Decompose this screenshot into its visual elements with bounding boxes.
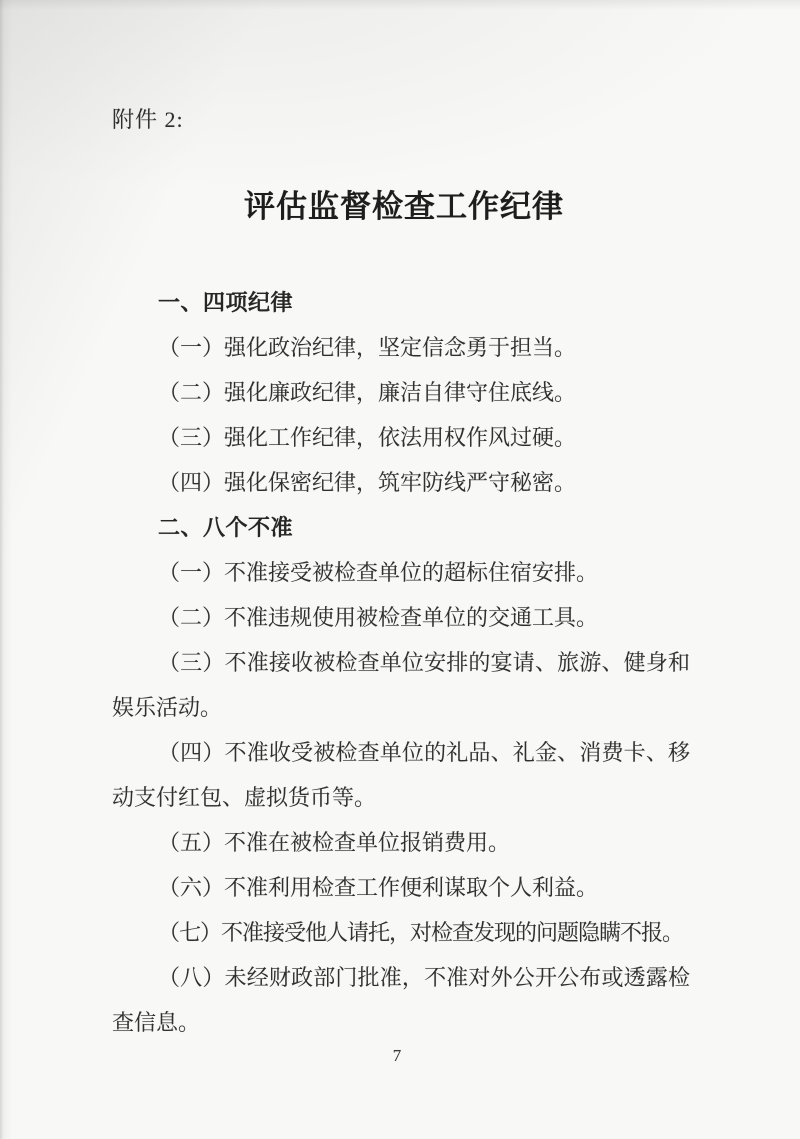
rule-item: （五）不准在被检查单位报销费用。 xyxy=(158,830,511,855)
document-body xyxy=(112,280,690,1045)
document-title: 评估监督检查工作纪律 xyxy=(244,189,564,224)
rule-item: （七）不准接受他人请托，对检查发现的问题隐瞒不报。 xyxy=(158,920,684,945)
rule-item: （一）不准接受被检查单位的超标住宿安排。 xyxy=(158,560,599,585)
section-heading-four-disciplines: 一、四项纪律 xyxy=(158,290,294,315)
rule-item: （二）强化廉政纪律，廉洁自律守住底线。 xyxy=(158,380,577,405)
rule-item: （六）不准利用检查工作便利谋取个人利益。 xyxy=(158,875,599,900)
rule-item: （四）强化保密纪律，筑牢防线严守秘密。 xyxy=(158,470,577,495)
rule-item: （一）强化政治纪律，坚定信念勇于担当。 xyxy=(158,335,577,360)
attachment-label: 附件 2: xyxy=(112,107,184,132)
rule-item: （二）不准违规使用被检查单位的交通工具。 xyxy=(158,605,599,630)
rule-item: （三）不准接收被检查单位安排的宴请、旅游、健身和娱乐活动。 xyxy=(112,650,690,720)
rule-item: （八）未经财政部门批准，不准对外公开公布或透露检查信息。 xyxy=(112,965,690,1035)
page-number: 7 xyxy=(392,1046,402,1065)
rule-item: （三）强化工作纪律，依法用权作风过硬。 xyxy=(158,425,577,450)
section-heading-eight-prohibitions: 二、八个不准 xyxy=(158,515,294,540)
rule-item: （四）不准收受被检查单位的礼品、礼金、消费卡、移动支付红包、虚拟货币等。 xyxy=(112,740,690,810)
